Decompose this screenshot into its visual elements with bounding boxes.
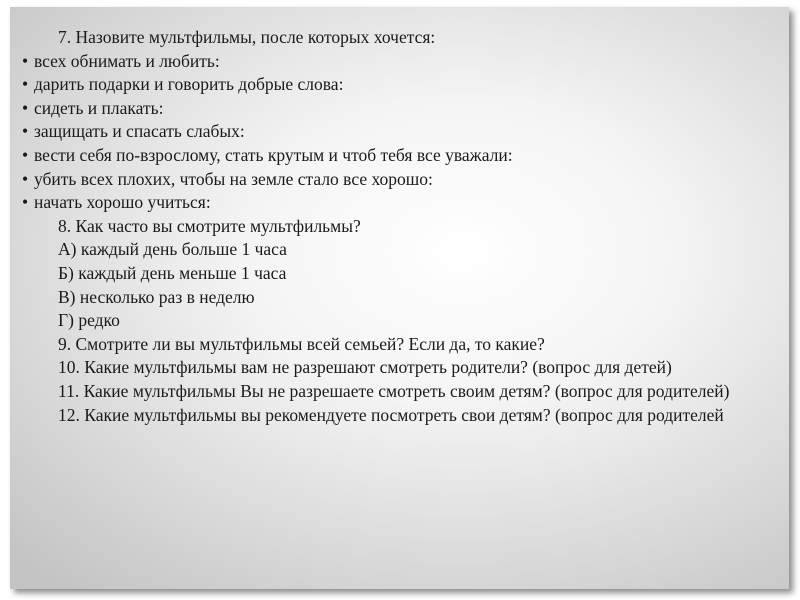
bullet-icon: • <box>22 97 29 118</box>
bullet-item <box>22 191 752 215</box>
question-7: 7. Назовите мультфильмы, после которых хочется: <box>58 27 436 47</box>
bullet-item-text: всех обнимать и любить: <box>34 50 220 71</box>
question-10: 10. Какие мультфильмы вам не разрешают смотреть родители? (вопрос для детей) <box>58 357 672 378</box>
question-12: 12. Какие мультфильмы вы рекомендуете посмотреть свои детям? (вопрос для родителей <box>58 404 724 425</box>
bullet-item-text: защищать и спасать слабых: <box>34 121 245 142</box>
bullet-item-text: убить всех плохих, чтобы на земле стало все хорошо: <box>34 168 433 189</box>
question-9: 9. Смотрите ли вы мультфильмы всей семьей? Если да, то какие? <box>58 333 545 354</box>
bullet-icon: • <box>22 74 29 95</box>
question-8: 8. Как часто вы смотрите мультфильмы? <box>58 215 361 236</box>
bullet-item <box>22 50 752 74</box>
bullet-item <box>22 97 752 121</box>
question-11: 11. Какие мультфильмы Вы не разрешаете смотреть своим детям? (вопрос для родителей) <box>58 380 730 401</box>
slide <box>10 7 789 589</box>
bullet-item-text: вести себя по-взрослому, стать крутым и чтоб тебя все уважали: <box>34 144 513 165</box>
bullet-icon: • <box>22 50 29 71</box>
questionnaire-text <box>22 26 752 427</box>
bullet-item <box>22 73 752 97</box>
answer-option: Г) редко <box>58 310 120 331</box>
bullet-icon: • <box>22 121 29 142</box>
bullet-item <box>22 120 752 144</box>
answer-option: А) каждый день больше 1 часа <box>58 239 287 260</box>
bullet-item <box>22 168 752 192</box>
bullet-item-text: сидеть и плакать: <box>34 97 164 118</box>
bullet-item-text: начать хорошо учиться: <box>34 192 211 213</box>
bullet-icon: • <box>22 144 29 165</box>
bullet-icon: • <box>22 192 29 213</box>
bullet-icon: • <box>22 168 29 189</box>
bullet-item <box>22 144 752 168</box>
answer-option: Б) каждый день меньше 1 часа <box>58 262 287 283</box>
bullet-item-text: дарить подарки и говорить добрые слова: <box>34 74 344 95</box>
answer-option: В) несколько раз в неделю <box>58 286 255 307</box>
